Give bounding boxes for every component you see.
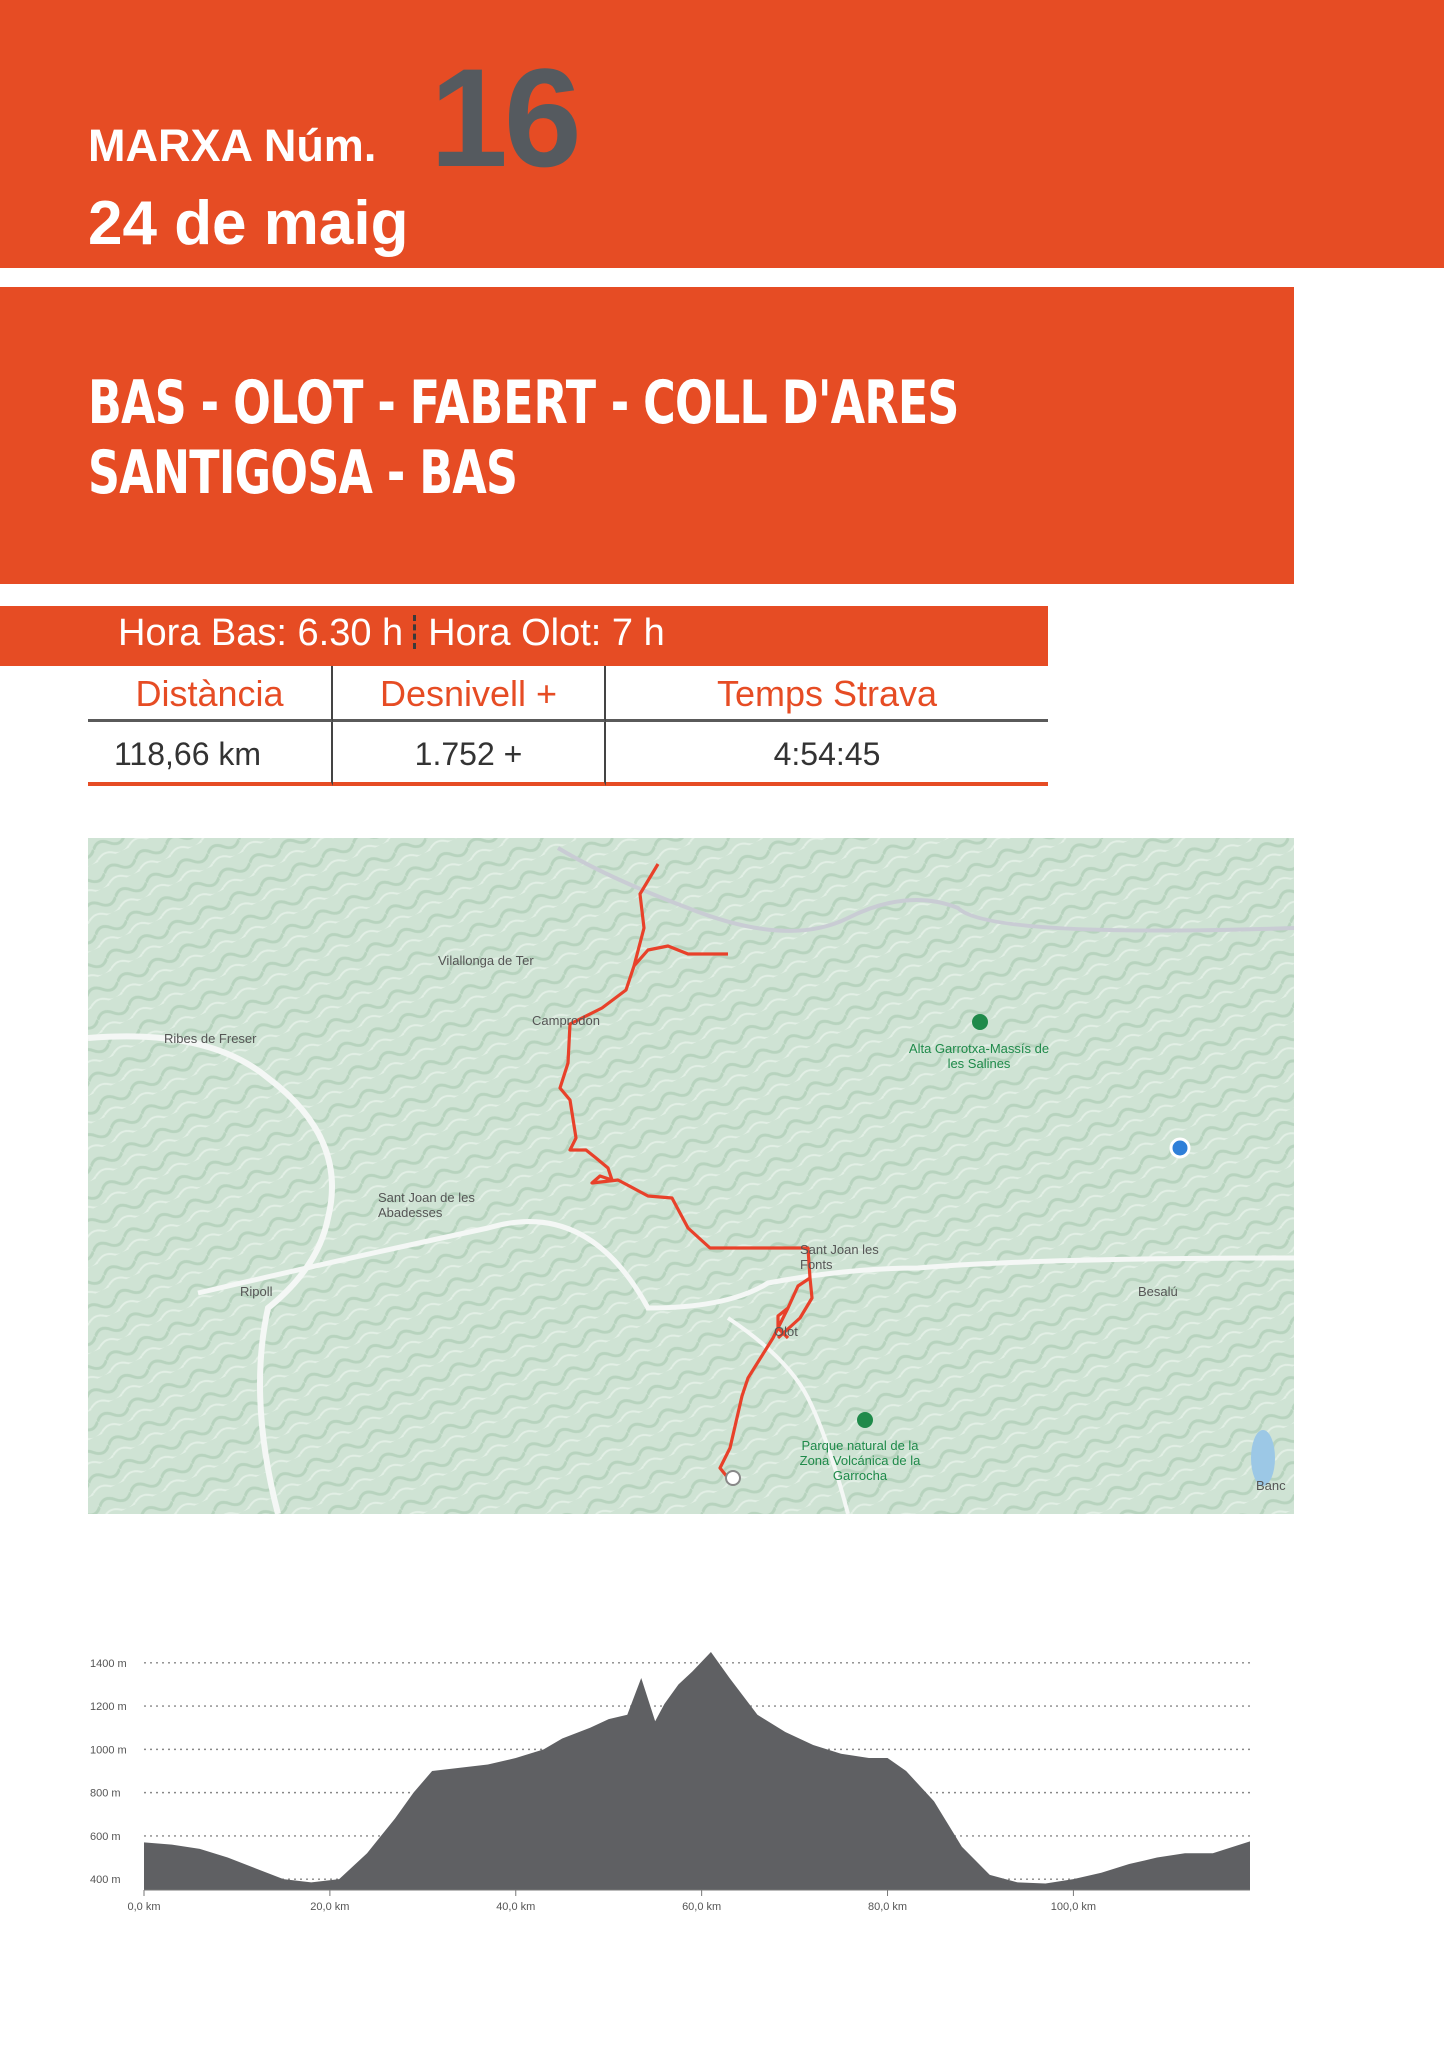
stats-value-elevation: 1.752 +	[333, 722, 606, 786]
x-tick-label: 80,0 km	[867, 1901, 908, 1913]
stats-value-time: 4:54:45	[606, 722, 1048, 786]
route-title-line-1	[88, 368, 959, 438]
route-title	[88, 368, 959, 508]
stats-value-row	[88, 722, 1048, 786]
map-place-vilallonga: Vilallonga de Ter	[438, 953, 534, 968]
map-place-olot: Olot	[774, 1324, 798, 1339]
start-marker-icon	[726, 1471, 740, 1485]
y-tick-label: 600 m	[90, 1830, 121, 1843]
stats-header-distance: Distància	[88, 666, 333, 722]
map-canvas	[88, 838, 1294, 1514]
y-tick-label: 800 m	[90, 1787, 121, 1800]
hora-olot: Hora Olot: 7 h	[428, 612, 665, 654]
stats-value-distance: 118,66 km	[88, 722, 333, 786]
location-pin-icon	[1171, 1139, 1189, 1157]
elevation-profile	[88, 1640, 1258, 1930]
map-place-ripoll: Ripoll	[240, 1284, 273, 1299]
route-map[interactable]	[88, 838, 1294, 1514]
x-tick-label: 20,0 km	[310, 1901, 350, 1913]
elevation-area	[144, 1652, 1250, 1890]
stats-header-elevation: Desnivell +	[333, 666, 606, 722]
hora-bas: Hora Bas: 6.30 h	[118, 612, 404, 654]
y-tick-label: 400 m	[90, 1874, 121, 1887]
y-tick-label: 1400 m	[90, 1657, 127, 1670]
x-tick-label: 100,0 km	[1050, 1901, 1097, 1913]
x-tick-label: 40,0 km	[496, 1901, 536, 1913]
x-tick-label: 0,0 km	[127, 1901, 161, 1913]
map-place-alta-garrotxa: Alta Garrotxa-Massís de les Salines	[908, 1041, 1050, 1071]
map-place-banyoles: Banc	[1256, 1478, 1286, 1493]
map-place-ribes: Ribes de Freser	[164, 1031, 257, 1046]
stats-table	[88, 666, 1048, 786]
stats-header-time: Temps Strava	[606, 666, 1048, 722]
route-title-part-1: BAS - OLOT -	[88, 368, 410, 438]
park-marker-icon	[857, 1412, 873, 1428]
y-tick-label: 1000 m	[90, 1744, 127, 1757]
schedule-text	[118, 612, 665, 655]
route-title-part-2: - COLL D'ARES	[595, 368, 959, 438]
stats-header-row	[88, 666, 1048, 722]
header-bar	[0, 0, 1444, 268]
y-tick-label: 1200 m	[90, 1701, 127, 1714]
elevation-chart	[88, 1640, 1258, 1930]
route-title-line-2: SANTIGOSA - BAS	[88, 438, 518, 508]
marxa-label: MARXA Núm.	[88, 120, 377, 171]
x-tick-label: 60,0 km	[682, 1901, 722, 1913]
map-place-parque-natural: Parque natural de la Zona Volcánica de la Garrocha	[799, 1438, 921, 1483]
event-date: 24 de maig	[88, 189, 409, 258]
map-place-sant-joan-abadesses: Sant Joan de les Abadesses	[378, 1190, 475, 1220]
map-place-sant-joan-fonts: Sant Joan les Fonts	[800, 1242, 879, 1272]
schedule-separator	[413, 615, 418, 649]
marxa-number: 16	[430, 39, 578, 196]
park-marker-icon	[972, 1014, 988, 1030]
route-title-bold: FABERT	[409, 368, 596, 438]
map-place-camprodon: Camprodon	[532, 1013, 600, 1028]
map-place-besalu: Besalú	[1138, 1284, 1178, 1299]
map-terrain	[88, 838, 1294, 1514]
